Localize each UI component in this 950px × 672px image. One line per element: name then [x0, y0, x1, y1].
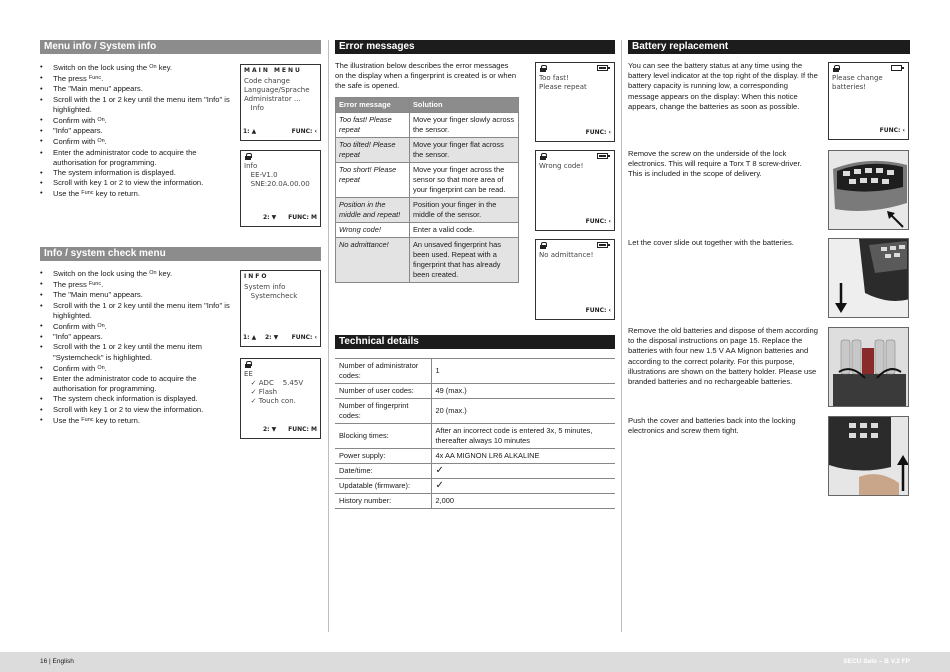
table-row: Too fast! Please repeat Move your finger slowly across the sensor. — [336, 113, 519, 138]
cover-slide-photo — [828, 238, 909, 318]
battery-empty-icon — [891, 65, 902, 71]
list-item: • Switch on the lock using the $^{On}$ key. — [40, 268, 230, 279]
wrong-code-display: Wrong code! FUNC: ‹ — [535, 150, 615, 231]
display-header: MAIN MENU — [244, 67, 302, 74]
table-header: Solution — [410, 98, 519, 113]
column-divider — [621, 40, 622, 632]
lock-icon — [540, 153, 546, 159]
lock-icon — [245, 153, 251, 159]
list-item: • Use the $^{Func}$ key to return. — [40, 188, 230, 199]
table-header: Error message — [336, 98, 410, 113]
list-item: • The "Main menu" appears. — [40, 84, 230, 94]
page-number: 16 | English — [40, 658, 74, 665]
battery-holder-photo — [828, 327, 909, 407]
no-admittance-display: No admittance! FUNC: ‹ — [535, 239, 615, 320]
display-text: System info Systemcheck — [244, 283, 298, 300]
list-item: • The press $^{Func}$. — [40, 73, 230, 84]
info-check-title: Info / system check menu — [40, 247, 321, 261]
main-menu-display: MAIN MENU Code change Language/Sprache Administrator ... Info 1: ▲ FUNC: ‹ — [240, 64, 321, 141]
display-text: No admittance! — [539, 251, 594, 259]
column-system-info — [40, 40, 321, 433]
list-item: • The press $^{Func}$. — [40, 279, 230, 290]
display-text: Info EE-V1.0 SNE:20.0A.00.00 — [244, 162, 310, 188]
menu-info-title: Menu info / System info — [40, 40, 321, 54]
column-battery — [628, 40, 910, 436]
table-row: Too tilted! Please repeat Move your finger flat across the sensor. — [336, 138, 519, 163]
list-item: • Scroll with the 1 or 2 key until the menu item "Info" is highlighted. — [40, 95, 230, 115]
lock-icon — [540, 242, 546, 248]
table-row: Too short! Please repeat Move your finger across the sensor so that more area of your fingerprint can be read. — [336, 163, 519, 198]
table-row: Updatable (firmware): ✓ — [335, 479, 615, 494]
list-item: • Confirm with $^{On}$. — [40, 115, 230, 126]
list-item: • Switch on the lock using the $^{On}$ key. — [40, 62, 230, 73]
battery-paragraph-4: Remove the old batteries and dispose of them according to the disposal instructions on page 15. Replace the batteries with four new 1.5 V AA Mignon batteries and according to the correct polarity. For this purpose, illustrations are shown on the battery holder. Please use branded batteries and no rechargeable batteries. — [628, 326, 818, 387]
change-batteries-display: Please change batteries! FUNC: ‹ — [828, 62, 909, 140]
list-item: • Scroll with the 1 or 2 key until the menu item "Systemcheck" is highlighted. — [40, 342, 230, 362]
column-errors — [335, 40, 615, 505]
list-item: • Enter the administrator code to acquire the authorisation for programming. — [40, 374, 230, 394]
info-menu-display: INFO System info Systemcheck 1: ▲ 2: ▼ FUNC: ‹ — [240, 270, 321, 347]
column-divider — [328, 40, 329, 632]
lock-icon — [540, 65, 546, 71]
list-item: • The system check information is displayed. — [40, 394, 230, 404]
list-item: • The "Main menu" appears. — [40, 290, 230, 300]
error-intro: The illustration below describes the error messages on the display when a fingerprint is created is or when the safe is opened. — [335, 61, 517, 91]
list-item: • Use the $^{Func}$ key to return. — [40, 415, 230, 426]
cover-push-photo — [828, 416, 909, 496]
display-text: EE ✓ ADC 5.45V ✓ Flash ✓ Touch con. — [244, 370, 304, 405]
table-row: History number: 2,000 — [335, 494, 615, 509]
list-item: • "Info" appears. — [40, 332, 230, 342]
list-item: • Enter the administrator code to acquire the authorisation for programming. — [40, 148, 230, 168]
table-row: Power supply: 4x AA MIGNON LR6 ALKALINE — [335, 449, 615, 464]
list-item: • Confirm with $^{On}$. — [40, 321, 230, 332]
table-row: Wrong code! Enter a valid code. — [336, 223, 519, 238]
table-row: Number of administrator codes: 1 — [335, 359, 615, 384]
info-check-steps — [40, 268, 230, 426]
table-row: Date/time: ✓ — [335, 464, 615, 479]
battery-paragraph-1: You can see the battery status at any time using the battery level indicator at the top right of the display. If the battery capacity is running low, a corresponding message appears on the display: When this notice appears, change the batteries as soon as possible. — [628, 61, 818, 111]
display-text: Too fast! Please repeat — [539, 74, 587, 91]
battery-paragraph-5: Push the cover and batteries back into the locking electronics and screw them tight. — [628, 416, 796, 436]
list-item: • Scroll with key 1 or 2 to view the information. — [40, 405, 230, 415]
battery-paragraph-3: Let the cover slide out together with the batteries. — [628, 238, 794, 247]
technical-details-title: Technical details — [335, 335, 615, 349]
list-item: • The system information is displayed. — [40, 168, 230, 178]
display-text: Wrong code! — [539, 162, 584, 170]
lock-underside-photo — [828, 150, 909, 230]
too-fast-display: Too fast! Please repeat FUNC: ‹ — [535, 62, 615, 142]
systemcheck-display: EE ✓ ADC 5.45V ✓ Flash ✓ Touch con. 2: ▼ FUNC: M — [240, 358, 321, 439]
battery-paragraph-2: Remove the screw on the underside of the lock electronics. This will require a Torx T 8 screw-driver. This is included in the scope of delivery. — [628, 149, 802, 179]
battery-replacement-title: Battery replacement — [628, 40, 910, 54]
table-row: Number of user codes: 49 (max.) — [335, 384, 615, 399]
display-header: INFO — [244, 273, 269, 280]
battery-icon — [597, 153, 608, 159]
table-row: Number of fingerprint codes: 20 (max.) — [335, 399, 615, 424]
battery-icon — [597, 65, 608, 71]
display-text: Code change Language/Sprache Administrator ... Info — [244, 77, 310, 112]
product-name: SECU Selo – B V.2 FP — [843, 658, 910, 665]
page-footer — [0, 652, 950, 672]
lock-icon — [833, 65, 839, 71]
table-row: No admittance! An unsaved fingerprint has been used. Repeat with a fingerprint that has already been created. — [336, 238, 519, 283]
list-item: • Confirm with $^{On}$. — [40, 136, 230, 147]
table-row: Blocking times: After an incorrect code is entered 3x, 5 minutes, thereafter always 10 minutes — [335, 424, 615, 449]
table-row: Position in the middle and repeat! Position your finger in the middle of the sensor. — [336, 198, 519, 223]
battery-icon — [597, 242, 608, 248]
lock-icon — [245, 361, 251, 367]
technical-table — [335, 358, 615, 509]
menu-info-steps — [40, 62, 230, 200]
error-table — [335, 97, 519, 283]
list-item: • "Info" appears. — [40, 126, 230, 136]
info-display: Info EE-V1.0 SNE:20.0A.00.00 2: ▼ FUNC: M — [240, 150, 321, 227]
list-item: • Scroll with key 1 or 2 to view the information. — [40, 178, 230, 188]
error-messages-title: Error messages — [335, 40, 615, 54]
list-item: • Confirm with $^{On}$. — [40, 363, 230, 374]
list-item: • Scroll with the 1 or 2 key until the menu item "Info" is highlighted. — [40, 301, 230, 321]
display-text: Please change batteries! — [832, 74, 883, 91]
